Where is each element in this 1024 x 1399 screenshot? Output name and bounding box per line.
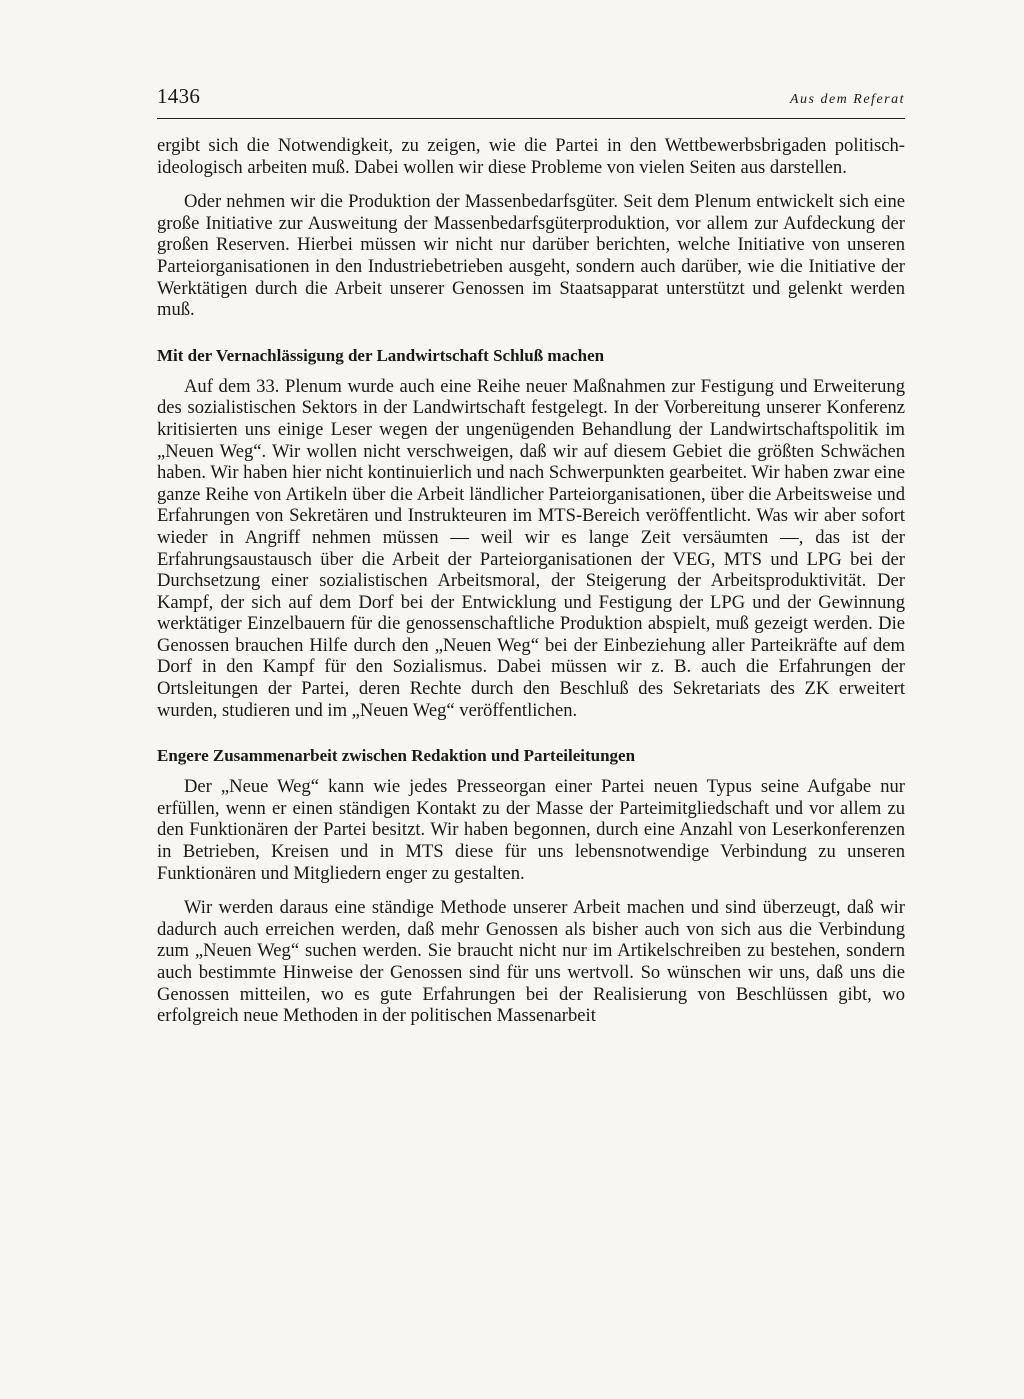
paragraph-4: Der „Neue Weg“ kann wie jedes Presseorgan einer Partei neuen Typus seine Aufgabe nur erfüllen, wenn er einen ständigen Kontakt zu der Masse der Parteimitgliedschaft und vor allem zu den Funktionären der Partei besitzt. Wir haben begonnen, durch eine Anzahl von Leserkonferenzen in Betrieben, Kreisen und in MTS diese für uns lebensnotwendige Verbindung zu unseren Funktionären und Mitgliedern enger zu gestalten. <box>157 776 905 884</box>
header-rule <box>157 118 905 119</box>
paragraph-gap <box>157 884 905 897</box>
document-page <box>157 84 905 1027</box>
paragraph-1: ergibt sich die Notwendigkeit, zu zeigen, wie die Partei in den Wettbewerbsbrigaden politisch-ideologisch arbeiten muß. Dabei wollen wir diese Probleme von vielen Seiten aus darstellen. <box>157 135 905 178</box>
paragraph-3: Auf dem 33. Plenum wurde auch eine Reihe neuer Maßnahmen zur Festigung und Erweiterung des sozialistischen Sektors in der Landwirtschaft festgelegt. In der Vorbereitung unserer Konferenz kritisierten uns einige Leser wegen der ungenügenden Behandlung der Landwirtschaftspolitik im „Neuen Weg“. Wir wollen nicht verschweigen, daß wir auf diesem Gebiet die größten Schwächen haben. Wir haben hier nicht kontinuierlich und nach Schwerpunkten gearbeitet. Wir haben zwar eine ganze Reihe von Artikeln über die Arbeit ländlicher Parteiorganisationen, über die Arbeitsweise und Erfahrungen von Sekretären und Instrukteuren im MTS-Bereich veröffentlicht. Was wir aber sofort wieder in Angriff nehmen müssen — weil wir es lange Zeit versäumten —, das ist der Erfahrungsaustausch über die Arbeit der Parteiorganisationen der VEG, MTS und LPG bei der Durchsetzung einer sozialistischen Arbeitsmoral, der Steigerung der Arbeitsproduktivität. Der Kampf, der sich auf dem Dorf bei der Entwicklung und Festigung der LPG und der Gewinnung werktätiger Einzelbauern für die genossenschaftliche Produktion abspielt, muß gezeigt werden. Die Genossen brauchen Hilfe durch den „Neuen Weg“ bei der Einbeziehung aller Parteikräfte auf dem Dorf in den Kampf für den Sozialismus. Dabei müssen wir z. B. auch die Erfahrungen der Ortsleitungen der Partei, deren Rechte durch den Beschluß des Sekretariats des ZK erweitert wurden, studieren und im „Neuen Weg“ veröffentlichen. <box>157 375 906 721</box>
page-number: 1436 <box>157 84 201 108</box>
running-head: Aus dem Referat <box>789 92 905 107</box>
page-header <box>157 84 905 114</box>
section-heading-zusammenarbeit: Engere Zusammenarbeit zwischen Redaktion und Parteileitungen <box>157 746 636 766</box>
section-heading-landwirtschaft: Mit der Vernachlässigung der Landwirtschaft Schluß machen <box>157 345 605 365</box>
paragraph-2: Oder nehmen wir die Produktion der Massenbedarfsgüter. Seit dem Plenum entwickelt sich eine große Initiative zur Ausweitung der Massenbedarfsgüterproduktion, vor allem zur Aufdeckung der großen Reserven. Hierbei müssen wir nicht nur darüber berichten, welche Initiative von unseren Parteiorganisationen in den Industriebetrieben ausgeht, sondern auch darüber, wie die Initiative der Werktätigen durch die Arbeit unserer Genossen im Staatsapparat unterstützt und gelenkt werden muß. <box>157 191 905 321</box>
paragraph-gap <box>157 178 905 191</box>
paragraph-5: Wir werden daraus eine ständige Methode unserer Arbeit machen und sind überzeugt, daß wir dadurch auch erreichen werden, daß mehr Genossen als bisher auch von sich aus die Verbindung zum „Neuen Weg“ suchen werden. Sie braucht nicht nur im Artikelschreiben zu bestehen, sondern auch bestimmte Hinweise der Genossen sind für uns wertvoll. So wünschen wir uns, daß uns die Genossen mitteilen, wo es gute Erfahrungen bei der Realisierung von Beschlüssen gibt, wo erfolgreich neue Methoden in der politischen Massenarbeit <box>157 897 905 1027</box>
